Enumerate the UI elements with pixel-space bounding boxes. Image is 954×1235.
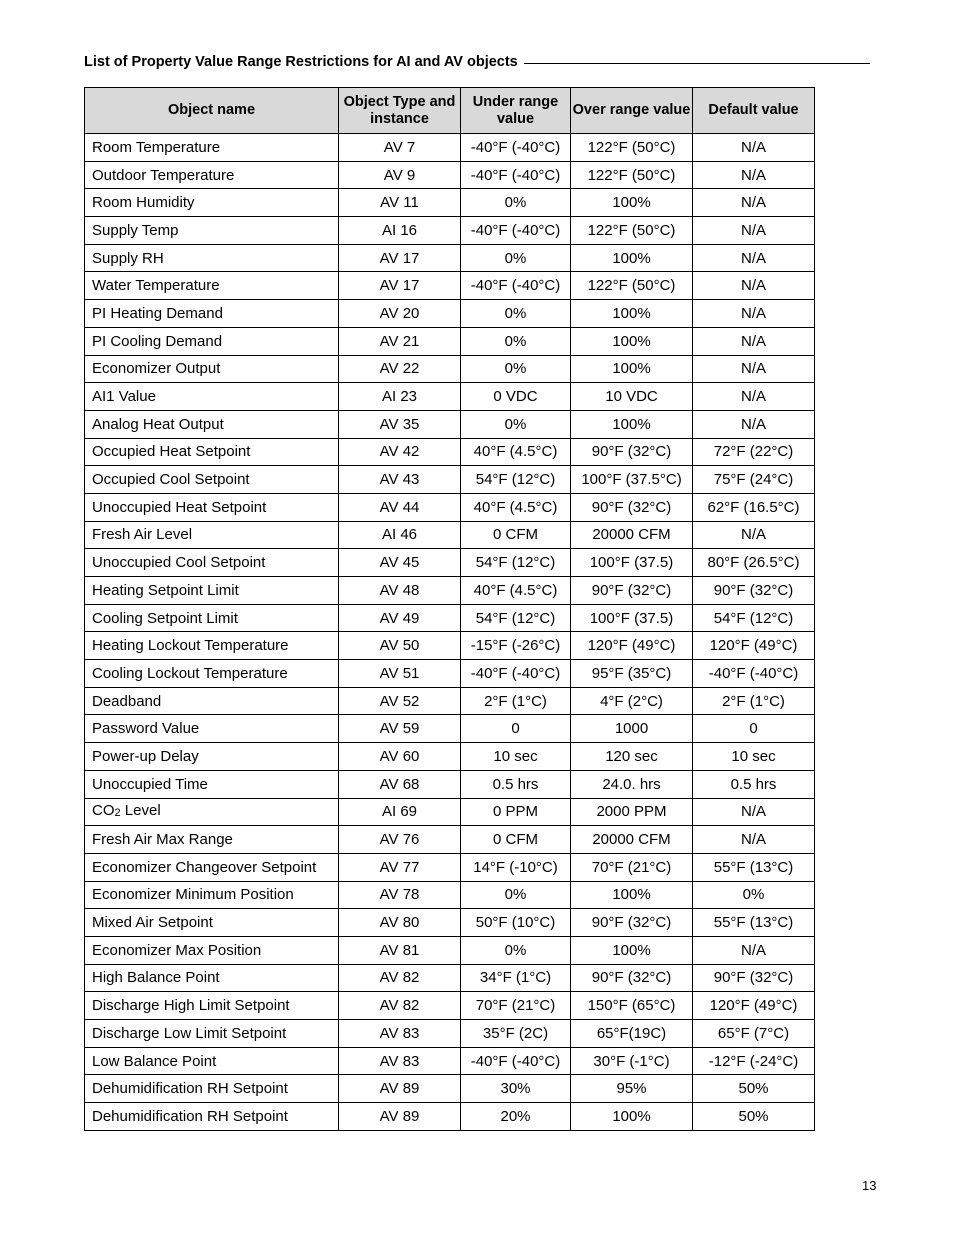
under-range-cell: 0.5 hrs xyxy=(461,770,571,798)
object-name-cell: Fresh Air Max Range xyxy=(85,826,339,854)
default-value-cell: N/A xyxy=(693,217,815,245)
object-name-cell: Dehumidification RH Setpoint xyxy=(85,1103,339,1131)
under-range-cell: 0 xyxy=(461,715,571,743)
over-range-cell: 100% xyxy=(571,300,693,328)
table-row xyxy=(85,355,815,383)
table-row xyxy=(85,134,815,162)
table-row xyxy=(85,383,815,411)
over-range-cell: 20000 CFM xyxy=(571,521,693,549)
default-value-cell: N/A xyxy=(693,410,815,438)
object-type-cell: AV 89 xyxy=(339,1103,461,1131)
table-row xyxy=(85,715,815,743)
object-name-cell: High Balance Point xyxy=(85,964,339,992)
object-name-cell: PI Cooling Demand xyxy=(85,327,339,355)
table-row xyxy=(85,992,815,1020)
object-name-cell: Cooling Setpoint Limit xyxy=(85,604,339,632)
section-heading-text: List of Property Value Range Restrictions for AI and AV objects xyxy=(84,54,518,70)
object-name-cell: Room Temperature xyxy=(85,134,339,162)
object-type-cell: AI 69 xyxy=(339,798,461,826)
default-value-cell: 54°F (12°C) xyxy=(693,604,815,632)
default-value-cell: 50% xyxy=(693,1075,815,1103)
under-range-cell: 14°F (-10°C) xyxy=(461,853,571,881)
under-range-cell: 0 VDC xyxy=(461,383,571,411)
object-type-cell: AV 50 xyxy=(339,632,461,660)
table-row xyxy=(85,964,815,992)
over-range-cell: 90°F (32°C) xyxy=(571,493,693,521)
over-range-cell: 30°F (-1°C) xyxy=(571,1047,693,1075)
under-range-cell: 35°F (2C) xyxy=(461,1020,571,1048)
object-type-cell: AV 45 xyxy=(339,549,461,577)
table-row xyxy=(85,1103,815,1131)
under-range-cell: 10 sec xyxy=(461,743,571,771)
table-row xyxy=(85,743,815,771)
object-type-cell: AV 21 xyxy=(339,327,461,355)
object-name-cell: PI Heating Demand xyxy=(85,300,339,328)
over-range-cell: 24.0. hrs xyxy=(571,770,693,798)
over-range-cell: 100°F (37.5) xyxy=(571,549,693,577)
table-row xyxy=(85,466,815,494)
under-range-cell: 50°F (10°C) xyxy=(461,909,571,937)
default-value-cell: N/A xyxy=(693,826,815,854)
section-heading xyxy=(84,52,870,72)
over-range-cell: 120 sec xyxy=(571,743,693,771)
object-name-cell: Unoccupied Time xyxy=(85,770,339,798)
default-value-cell: N/A xyxy=(693,189,815,217)
over-range-cell: 4°F (2°C) xyxy=(571,687,693,715)
default-value-cell: 0% xyxy=(693,881,815,909)
over-range-cell: 100% xyxy=(571,355,693,383)
over-range-cell: 70°F (21°C) xyxy=(571,853,693,881)
object-name-cell: Fresh Air Level xyxy=(85,521,339,549)
table-row xyxy=(85,936,815,964)
under-range-cell: -40°F (-40°C) xyxy=(461,217,571,245)
over-range-cell: 90°F (32°C) xyxy=(571,964,693,992)
object-name-cell: Occupied Heat Setpoint xyxy=(85,438,339,466)
object-name-cell: Room Humidity xyxy=(85,189,339,217)
default-value-cell: 0 xyxy=(693,715,815,743)
default-value-cell: 80°F (26.5°C) xyxy=(693,549,815,577)
object-type-cell: AV 49 xyxy=(339,604,461,632)
default-value-cell: 55°F (13°C) xyxy=(693,853,815,881)
object-name-cell: Occupied Cool Setpoint xyxy=(85,466,339,494)
object-name-cell: Water Temperature xyxy=(85,272,339,300)
object-type-cell: AV 17 xyxy=(339,244,461,272)
over-range-cell: 100% xyxy=(571,189,693,217)
page-number: 13 xyxy=(862,1178,877,1193)
object-type-cell: AV 76 xyxy=(339,826,461,854)
default-value-cell: N/A xyxy=(693,272,815,300)
default-value-cell: 72°F (22°C) xyxy=(693,438,815,466)
default-value-cell: 50% xyxy=(693,1103,815,1131)
object-type-cell: AV 77 xyxy=(339,853,461,881)
table-row xyxy=(85,909,815,937)
over-range-cell: 100% xyxy=(571,327,693,355)
default-value-cell: 10 sec xyxy=(693,743,815,771)
over-range-cell: 120°F (49°C) xyxy=(571,632,693,660)
object-name-cell: Economizer Output xyxy=(85,355,339,383)
default-value-cell: N/A xyxy=(693,521,815,549)
object-name-cell: Discharge High Limit Setpoint xyxy=(85,992,339,1020)
object-type-cell: AV 11 xyxy=(339,189,461,217)
default-value-cell: N/A xyxy=(693,798,815,826)
default-value-cell: N/A xyxy=(693,161,815,189)
object-type-cell: AV 60 xyxy=(339,743,461,771)
object-type-cell: AV 59 xyxy=(339,715,461,743)
object-type-cell: AV 42 xyxy=(339,438,461,466)
table-row xyxy=(85,1020,815,1048)
object-type-cell: AV 44 xyxy=(339,493,461,521)
under-range-cell: 0% xyxy=(461,244,571,272)
table-row xyxy=(85,410,815,438)
object-type-cell: AV 68 xyxy=(339,770,461,798)
under-range-cell: 30% xyxy=(461,1075,571,1103)
object-type-cell: AV 81 xyxy=(339,936,461,964)
under-range-cell: 40°F (4.5°C) xyxy=(461,438,571,466)
table-header xyxy=(85,88,815,134)
default-value-cell: N/A xyxy=(693,383,815,411)
default-value-cell: 55°F (13°C) xyxy=(693,909,815,937)
default-value-cell: 90°F (32°C) xyxy=(693,577,815,605)
over-range-cell: 2000 PPM xyxy=(571,798,693,826)
default-value-cell: N/A xyxy=(693,355,815,383)
under-range-cell: 40°F (4.5°C) xyxy=(461,577,571,605)
object-type-cell: AV 9 xyxy=(339,161,461,189)
table-row xyxy=(85,881,815,909)
object-type-cell: AV 80 xyxy=(339,909,461,937)
object-name-cell: Economizer Changeover Setpoint xyxy=(85,853,339,881)
table-row xyxy=(85,1047,815,1075)
object-name-cell: Economizer Minimum Position xyxy=(85,881,339,909)
object-name-cell: Supply Temp xyxy=(85,217,339,245)
under-range-cell: 2°F (1°C) xyxy=(461,687,571,715)
default-value-cell: 120°F (49°C) xyxy=(693,992,815,1020)
default-value-cell: 75°F (24°C) xyxy=(693,466,815,494)
under-range-cell: 0% xyxy=(461,355,571,383)
table-row xyxy=(85,632,815,660)
under-range-cell: 0% xyxy=(461,327,571,355)
default-value-cell: 120°F (49°C) xyxy=(693,632,815,660)
object-type-cell: AV 83 xyxy=(339,1020,461,1048)
object-type-cell: AV 51 xyxy=(339,660,461,688)
under-range-cell: 54°F (12°C) xyxy=(461,604,571,632)
default-value-cell: N/A xyxy=(693,936,815,964)
object-type-cell: AV 82 xyxy=(339,964,461,992)
object-type-cell: AV 82 xyxy=(339,992,461,1020)
object-name-cell: Cooling Lockout Temperature xyxy=(85,660,339,688)
over-range-cell: 100% xyxy=(571,936,693,964)
table-row xyxy=(85,549,815,577)
over-range-cell: 90°F (32°C) xyxy=(571,909,693,937)
object-name-cell: Outdoor Temperature xyxy=(85,161,339,189)
under-range-cell: 0 PPM xyxy=(461,798,571,826)
default-value-cell: 0.5 hrs xyxy=(693,770,815,798)
under-range-cell: 34°F (1°C) xyxy=(461,964,571,992)
table-row xyxy=(85,493,815,521)
object-type-cell: AI 16 xyxy=(339,217,461,245)
header-over-range: Over range value xyxy=(571,88,693,134)
object-type-cell: AV 83 xyxy=(339,1047,461,1075)
object-type-cell: AV 89 xyxy=(339,1075,461,1103)
heading-rule xyxy=(524,63,870,64)
over-range-cell: 95°F (35°C) xyxy=(571,660,693,688)
object-name-cell: Heating Setpoint Limit xyxy=(85,577,339,605)
table-row xyxy=(85,853,815,881)
table-row xyxy=(85,521,815,549)
object-type-cell: AV 35 xyxy=(339,410,461,438)
default-value-cell: -12°F (-24°C) xyxy=(693,1047,815,1075)
header-default-value: Default value xyxy=(693,88,815,134)
default-value-cell: 62°F (16.5°C) xyxy=(693,493,815,521)
over-range-cell: 90°F (32°C) xyxy=(571,438,693,466)
object-type-cell: AV 48 xyxy=(339,577,461,605)
default-value-cell: N/A xyxy=(693,327,815,355)
object-name-cell: Mixed Air Setpoint xyxy=(85,909,339,937)
table-row xyxy=(85,798,815,826)
under-range-cell: 54°F (12°C) xyxy=(461,549,571,577)
default-value-cell: 2°F (1°C) xyxy=(693,687,815,715)
over-range-cell: 100% xyxy=(571,244,693,272)
over-range-cell: 100% xyxy=(571,881,693,909)
object-name-cell: Power-up Delay xyxy=(85,743,339,771)
default-value-cell: -40°F (-40°C) xyxy=(693,660,815,688)
object-type-cell: AV 52 xyxy=(339,687,461,715)
table-row xyxy=(85,1075,815,1103)
under-range-cell: 54°F (12°C) xyxy=(461,466,571,494)
object-type-cell: AV 22 xyxy=(339,355,461,383)
under-range-cell: -40°F (-40°C) xyxy=(461,1047,571,1075)
over-range-cell: 100°F (37.5) xyxy=(571,604,693,632)
object-name-cell: Heating Lockout Temperature xyxy=(85,632,339,660)
under-range-cell: -40°F (-40°C) xyxy=(461,660,571,688)
object-name-cell: Supply RH xyxy=(85,244,339,272)
default-value-cell: 65°F (7°C) xyxy=(693,1020,815,1048)
default-value-cell: N/A xyxy=(693,134,815,162)
object-name-cell: Deadband xyxy=(85,687,339,715)
table-row xyxy=(85,272,815,300)
object-type-cell: AI 23 xyxy=(339,383,461,411)
under-range-cell: -40°F (-40°C) xyxy=(461,161,571,189)
object-name-cell: Discharge Low Limit Setpoint xyxy=(85,1020,339,1048)
over-range-cell: 10 VDC xyxy=(571,383,693,411)
object-type-cell: AV 78 xyxy=(339,881,461,909)
header-row xyxy=(85,88,815,134)
default-value-cell: N/A xyxy=(693,244,815,272)
header-under-range: Under range value xyxy=(461,88,571,134)
default-value-cell: 90°F (32°C) xyxy=(693,964,815,992)
object-name-cell: Unoccupied Cool Setpoint xyxy=(85,549,339,577)
table-row xyxy=(85,577,815,605)
table-row xyxy=(85,687,815,715)
table-row xyxy=(85,438,815,466)
table-row xyxy=(85,161,815,189)
under-range-cell: 20% xyxy=(461,1103,571,1131)
over-range-cell: 100% xyxy=(571,410,693,438)
object-type-cell: AI 46 xyxy=(339,521,461,549)
object-name-cell: Password Value xyxy=(85,715,339,743)
table-row xyxy=(85,826,815,854)
under-range-cell: -40°F (-40°C) xyxy=(461,134,571,162)
over-range-cell: 122°F (50°C) xyxy=(571,134,693,162)
under-range-cell: 70°F (21°C) xyxy=(461,992,571,1020)
object-type-cell: AV 7 xyxy=(339,134,461,162)
table-row xyxy=(85,244,815,272)
object-name-cell: AI1 Value xyxy=(85,383,339,411)
over-range-cell: 122°F (50°C) xyxy=(571,217,693,245)
under-range-cell: 0% xyxy=(461,189,571,217)
table-body xyxy=(85,134,815,1131)
table-row xyxy=(85,189,815,217)
table-row xyxy=(85,660,815,688)
over-range-cell: 122°F (50°C) xyxy=(571,161,693,189)
object-name-cell: Unoccupied Heat Setpoint xyxy=(85,493,339,521)
object-name-cell: CO2 Level xyxy=(85,798,339,826)
under-range-cell: 0% xyxy=(461,300,571,328)
under-range-cell: 0% xyxy=(461,936,571,964)
table-row xyxy=(85,217,815,245)
object-name-cell: Economizer Max Position xyxy=(85,936,339,964)
under-range-cell: -15°F (-26°C) xyxy=(461,632,571,660)
over-range-cell: 122°F (50°C) xyxy=(571,272,693,300)
object-name-cell: Analog Heat Output xyxy=(85,410,339,438)
table-row xyxy=(85,300,815,328)
over-range-cell: 20000 CFM xyxy=(571,826,693,854)
table-row xyxy=(85,604,815,632)
object-type-cell: AV 43 xyxy=(339,466,461,494)
table-row xyxy=(85,770,815,798)
under-range-cell: 0% xyxy=(461,410,571,438)
over-range-cell: 65°F(19C) xyxy=(571,1020,693,1048)
header-object-name: Object name xyxy=(85,88,339,134)
object-type-cell: AV 17 xyxy=(339,272,461,300)
over-range-cell: 90°F (32°C) xyxy=(571,577,693,605)
object-name-cell: Dehumidification RH Setpoint xyxy=(85,1075,339,1103)
over-range-cell: 100% xyxy=(571,1103,693,1131)
under-range-cell: 40°F (4.5°C) xyxy=(461,493,571,521)
object-type-cell: AV 20 xyxy=(339,300,461,328)
over-range-cell: 1000 xyxy=(571,715,693,743)
over-range-cell: 95% xyxy=(571,1075,693,1103)
default-value-cell: N/A xyxy=(693,300,815,328)
over-range-cell: 150°F (65°C) xyxy=(571,992,693,1020)
property-range-table xyxy=(84,87,815,1131)
under-range-cell: 0% xyxy=(461,881,571,909)
header-object-type: Object Type and instance xyxy=(339,88,461,134)
object-name-cell: Low Balance Point xyxy=(85,1047,339,1075)
over-range-cell: 100°F (37.5°C) xyxy=(571,466,693,494)
table-row xyxy=(85,327,815,355)
under-range-cell: -40°F (-40°C) xyxy=(461,272,571,300)
under-range-cell: 0 CFM xyxy=(461,521,571,549)
under-range-cell: 0 CFM xyxy=(461,826,571,854)
